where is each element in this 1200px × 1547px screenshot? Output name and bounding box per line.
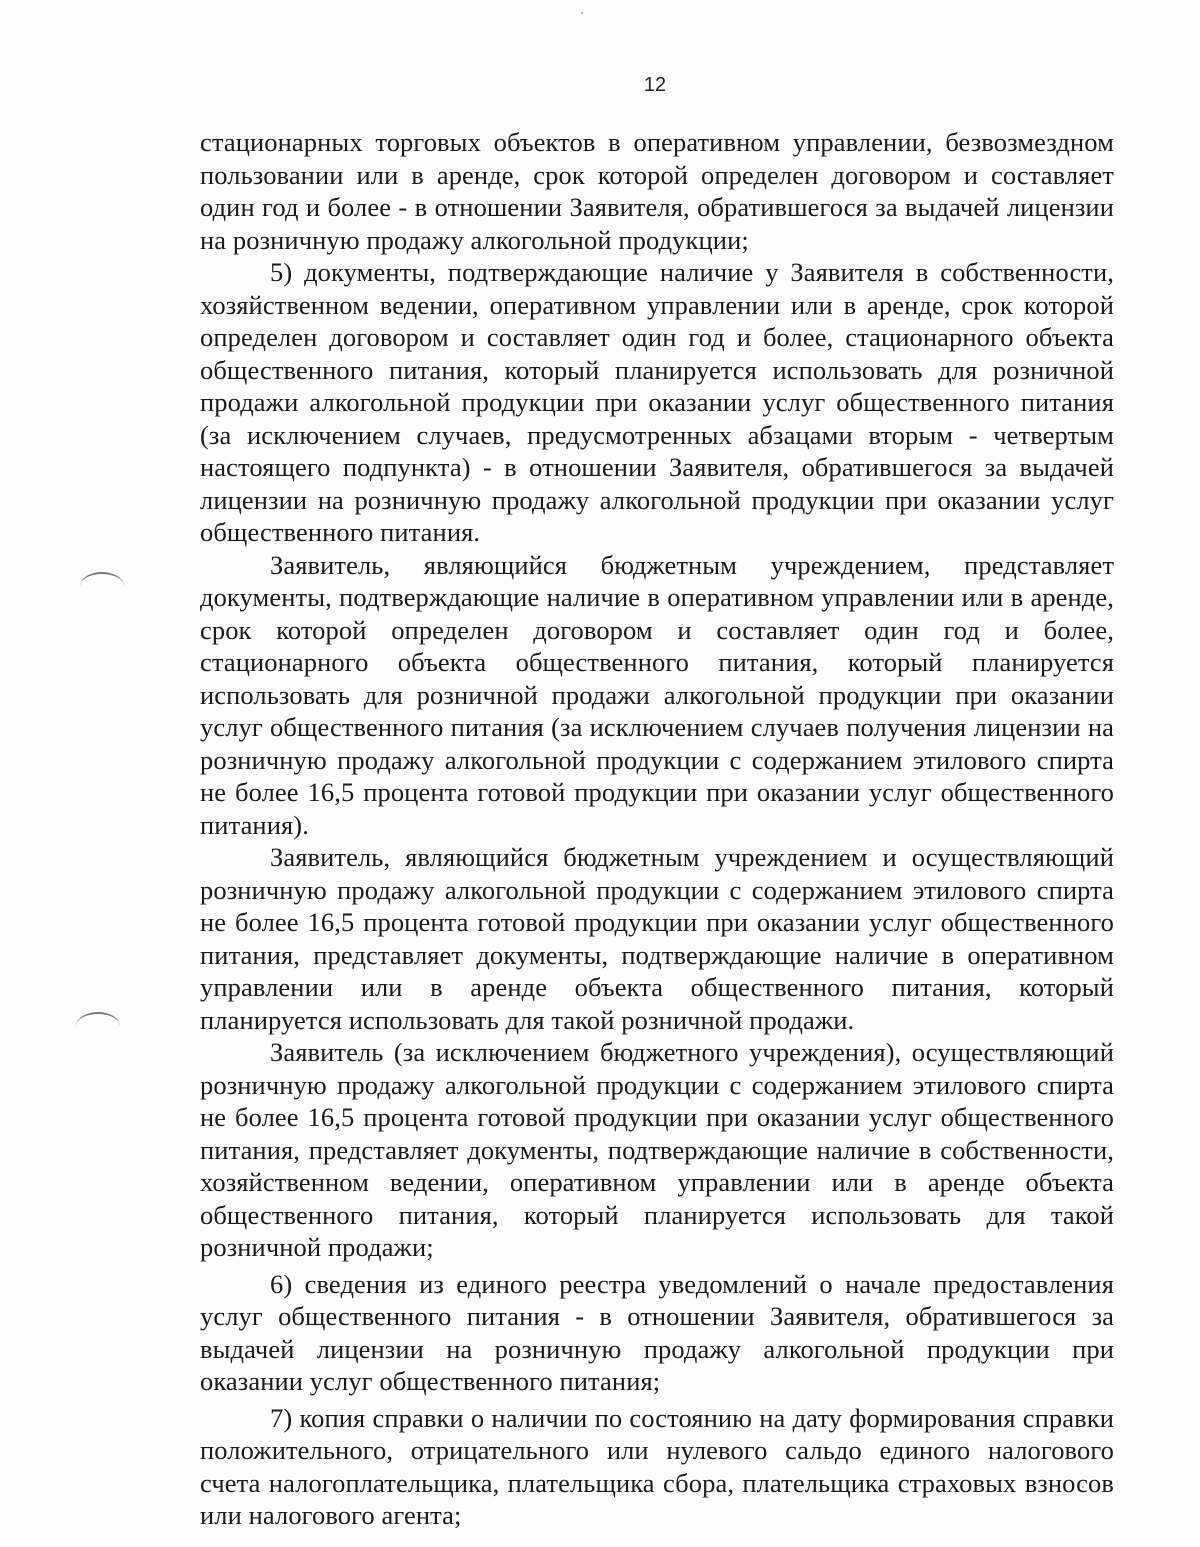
document-body [200,126,1114,1532]
punch-hole-mark [80,572,124,600]
page-number: 12 [643,74,667,96]
paragraph-item-7: 7) копия справки о наличии по состоянию на дату формирования справки положительного, отрицательного или нулевого сальдо единого налогового счета налогоплательщика, плательщика сбора, плательщика страховых взносов или налогового агента; [200,1402,1114,1530]
scan-speck [581,12,583,14]
paragraph-budget-institution-retail: Заявитель, являющийся бюджетным учреждением и осуществляющий розничную продажу алкогольной продукции с содержанием этилового спирта не более 16,5 процента готовой продукции при оказании услуг общественного питания, представляет документы, подтверждающие наличие в оперативном управлении или в аренде объекта общественного питания, который планируется использовать для такой розничной продажи. [200,842,1114,1035]
paragraph-item-5: 5) документы, подтверждающие наличие у Заявителя в собственности, хозяйственном ведении, оперативном управлении или в аренде, срок которой определен договором и составляет один год и более, стационарного объекта общественного питания, который планируется использовать для розничной продажи алкогольной продукции при оказании услуг общественного питания (за исключением случаев, предусмотренных абзацами вторым - четвертым настоящего подпункта) - в отношении Заявителя, обратившегося за выдачей лицензии на розничную продажу алкогольной продукции при оказании услуг общественного питания. [200,257,1114,547]
paragraph-budget-institution: Заявитель, являющийся бюджетным учреждением, представляет документы, подтверждающие наличие в оперативном управлении или в аренде, срок которой определен договором и составляет один год и более, стационарного объекта общественного питания, который планируется использовать для розничной продажи алкогольной продукции при оказании услуг общественного питания (за исключением случаев получения лицензии на розничную продажу алкогольной продукции с содержанием этилового спирта не более 16,5 процента готовой продукции при оказании услуг общественного питания). [200,549,1114,840]
punch-hole-mark [76,1012,120,1040]
paragraph-item-6: 6) сведения из единого реестра уведомлений о начале предоставления услуг общественного питания - в отношении Заявителя, обратившегося за выдачей лицензии на розничную продажу алкогольной продукции при оказании услуг общественного питания; [200,1268,1114,1396]
paragraph-non-budget-applicant: Заявитель (за исключением бюджетного учреждения), осуществляющий розничную продажу алкогольной продукции с содержанием этилового спирта не более 16,5 процента готовой продукции при оказании услуг общественного питания, представляет документы, подтверждающие наличие в собственности, хозяйственном ведении, оперативном управлении или в аренде объекта общественного питания, который планируется использовать для такой розничной продажи; [200,1037,1114,1262]
paragraph-continuation: стационарных торговых объектов в оперативном управлении, безвозмездном пользовании или в аренде, срок которой определен договором и составляет один год и более - в отношении Заявителя, обратившегося за выдачей лицензии на розничную продажу алкогольной продукции; [200,127,1114,255]
